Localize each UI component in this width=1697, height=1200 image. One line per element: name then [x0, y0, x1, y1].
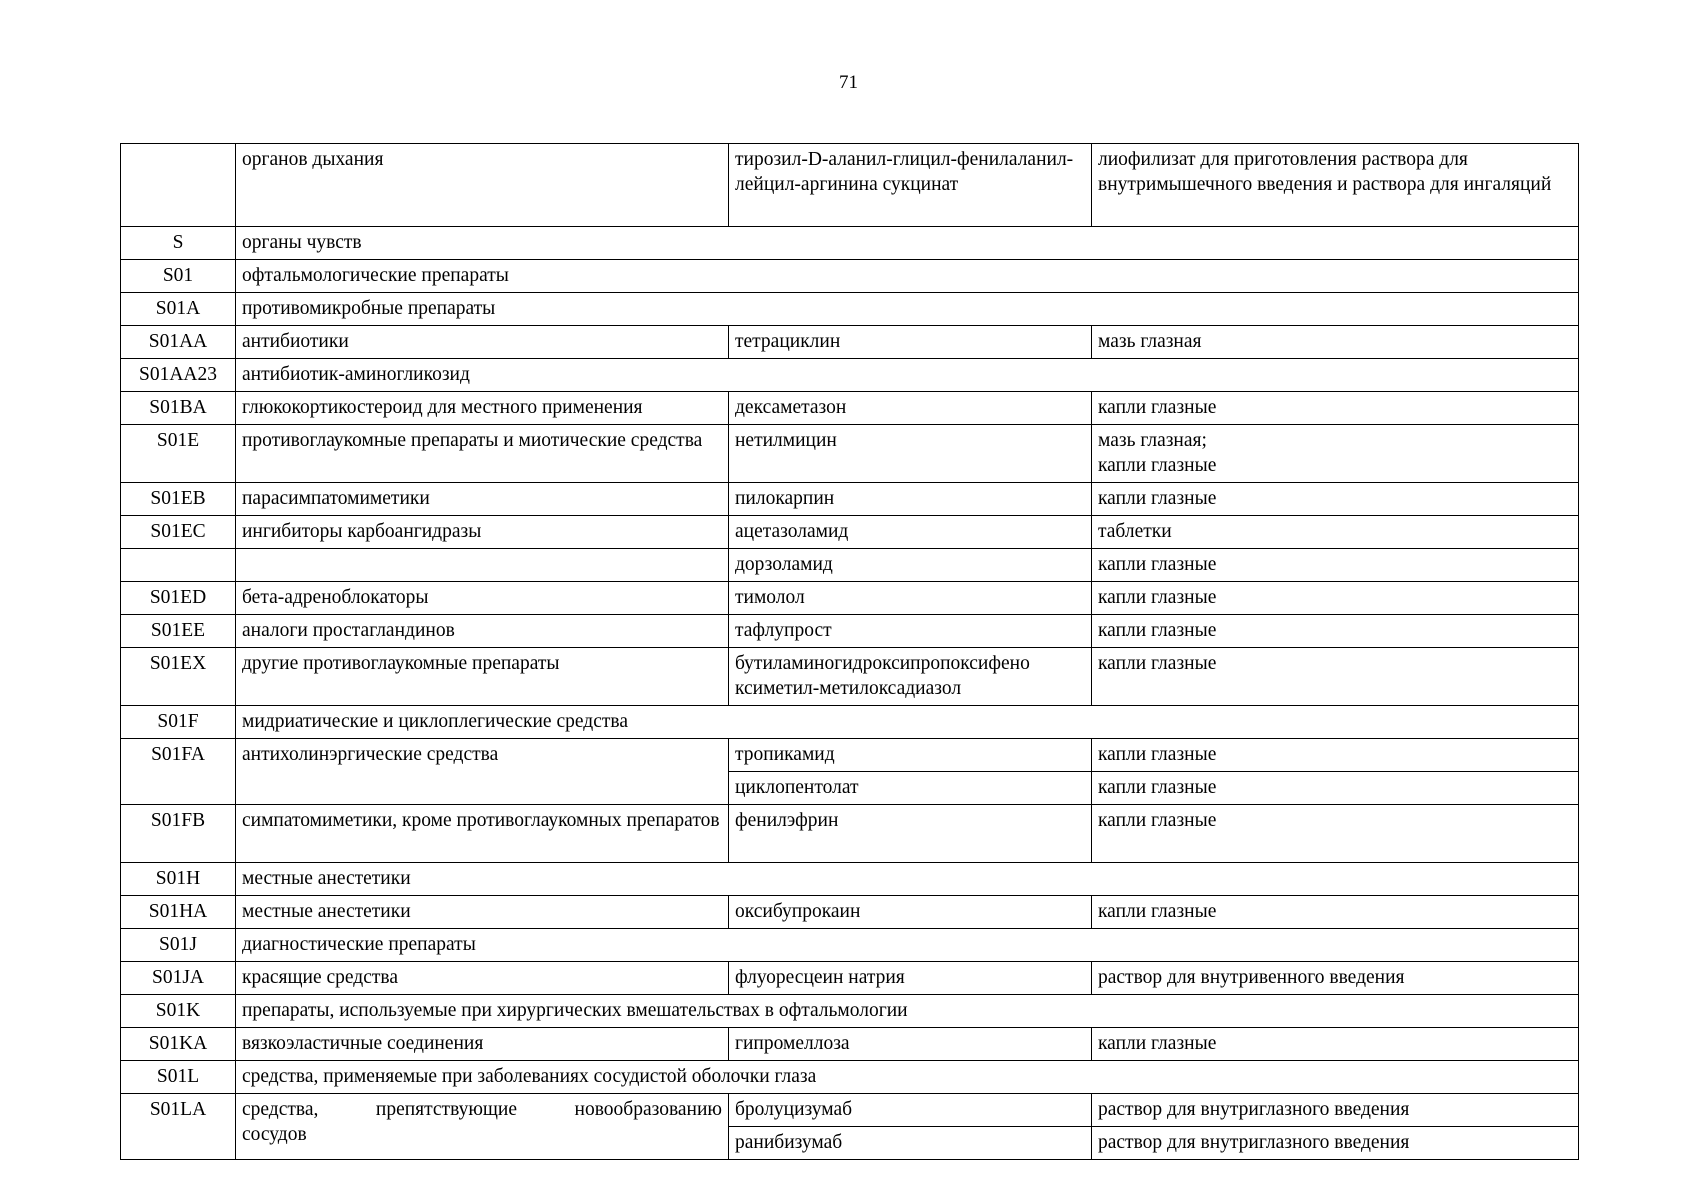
atc-code-cell: S01E [121, 425, 236, 483]
form-cell: раствор для внутриглазного введения [1092, 1127, 1579, 1160]
form-cell: таблетки [1092, 516, 1579, 549]
drug-cell: фенилэфрин [729, 805, 1092, 863]
atc-code-cell: S01JA [121, 962, 236, 995]
drug-cell: пилокарпин [729, 483, 1092, 516]
form-cell: капли глазные [1092, 582, 1579, 615]
atc-code-cell: S01LA [121, 1094, 236, 1160]
group-cell: местные анестетики [236, 896, 729, 929]
table-row [121, 615, 1579, 648]
atc-code-cell: S01HA [121, 896, 236, 929]
atc-code-cell: S01FA [121, 739, 236, 805]
atc-code-cell: S01L [121, 1061, 236, 1094]
group-cell: антибиотики [236, 326, 729, 359]
table-row [121, 144, 1579, 227]
form-cell: капли глазные [1092, 805, 1579, 863]
table-row [121, 648, 1579, 706]
drug-table [120, 143, 1579, 1160]
form-cell [1092, 425, 1579, 483]
atc-code-cell: S01BA [121, 392, 236, 425]
group-cell: антибиотик-аминогликозид [236, 359, 1579, 392]
table-row [121, 962, 1579, 995]
atc-code-cell: S01K [121, 995, 236, 1028]
atc-code-cell: S01EC [121, 516, 236, 549]
group-cell: препараты, используемые при хирургических вмешательствах в офтальмологии [236, 995, 1579, 1028]
form-cell: капли глазные [1092, 549, 1579, 582]
group-cell: другие противоглаукомные препараты [236, 648, 729, 706]
group-cell [236, 549, 729, 582]
table-row [121, 326, 1579, 359]
drug-cell: тропикамид [729, 739, 1092, 772]
group-line: сосудов [242, 1124, 307, 1145]
table-row [121, 227, 1579, 260]
form-cell: капли глазные [1092, 772, 1579, 805]
group-cell: органы чувств [236, 227, 1579, 260]
group-cell: органов дыхания [236, 144, 729, 227]
atc-code-cell: S01AA [121, 326, 236, 359]
drug-cell [729, 648, 1092, 706]
table-row [121, 805, 1579, 863]
atc-code-cell: S01FB [121, 805, 236, 863]
table-row [121, 582, 1579, 615]
drug-cell: гипромеллоза [729, 1028, 1092, 1061]
form-cell: капли глазные [1092, 392, 1579, 425]
drug-cell: тетрациклин [729, 326, 1092, 359]
table-row [121, 896, 1579, 929]
atc-code-cell: S01ED [121, 582, 236, 615]
form-cell: капли глазные [1092, 483, 1579, 516]
table-row [121, 549, 1579, 582]
drug-line: бутиламиногидроксипропоксифено [735, 653, 1030, 674]
atc-code-cell: S01 [121, 260, 236, 293]
group-cell [236, 1094, 729, 1160]
form-cell: капли глазные [1092, 1028, 1579, 1061]
table-row [121, 359, 1579, 392]
table-row [121, 706, 1579, 739]
group-cell: мидриатические и циклоплегические средства [236, 706, 1579, 739]
form-cell: капли глазные [1092, 648, 1579, 706]
drug-cell: ранибизумаб [729, 1127, 1092, 1160]
table-row [121, 516, 1579, 549]
group-cell: вязкоэластичные соединения [236, 1028, 729, 1061]
drug-cell: нетилмицин [729, 425, 1092, 483]
drug-cell: флуоресцеин натрия [729, 962, 1092, 995]
atc-code-cell: S01F [121, 706, 236, 739]
table-row [121, 425, 1579, 483]
table-row [121, 293, 1579, 326]
form-line: капли глазные [1098, 455, 1217, 476]
group-cell: офтальмологические препараты [236, 260, 1579, 293]
atc-code-cell: S01EB [121, 483, 236, 516]
form-cell: лиофилизат для приготовления раствора для внутримышечного введения и раствора для ингаляций [1092, 144, 1579, 227]
form-cell: капли глазные [1092, 615, 1579, 648]
drug-cell: дорзоламид [729, 549, 1092, 582]
drug-cell: циклопентолат [729, 772, 1092, 805]
group-cell: антихолинэргические средства [236, 739, 729, 805]
group-cell: аналоги простагландинов [236, 615, 729, 648]
table-row [121, 1094, 1579, 1127]
atc-code-cell: S01EX [121, 648, 236, 706]
form-cell: раствор для внутривенного введения [1092, 962, 1579, 995]
group-cell: парасимпатомиметики [236, 483, 729, 516]
drug-cell: тафлупрост [729, 615, 1092, 648]
group-cell: бета-адреноблокаторы [236, 582, 729, 615]
group-cell: противомикробные препараты [236, 293, 1579, 326]
atc-code-cell [121, 549, 236, 582]
table-row [121, 483, 1579, 516]
atc-code-cell: S01AA23 [121, 359, 236, 392]
atc-code-cell: S01A [121, 293, 236, 326]
table-row [121, 739, 1579, 772]
table-row [121, 392, 1579, 425]
atc-code-cell: S01EE [121, 615, 236, 648]
table-row [121, 929, 1579, 962]
table-row [121, 995, 1579, 1028]
form-cell: капли глазные [1092, 896, 1579, 929]
table-row [121, 863, 1579, 896]
form-cell: раствор для внутриглазного введения [1092, 1094, 1579, 1127]
form-line: мазь глазная; [1098, 430, 1207, 451]
page-number: 71 [839, 72, 858, 93]
table-row [121, 260, 1579, 293]
atc-code-cell [121, 144, 236, 227]
form-cell: капли глазные [1092, 739, 1579, 772]
atc-code-cell: S [121, 227, 236, 260]
drug-cell: оксибупрокаин [729, 896, 1092, 929]
table-row [121, 1028, 1579, 1061]
group-cell: симпатомиметики, кроме противоглаукомных препаратов [236, 805, 729, 863]
atc-code-cell: S01J [121, 929, 236, 962]
group-cell: глюкокортикостероид для местного применения [236, 392, 729, 425]
drug-cell: ацетазоламид [729, 516, 1092, 549]
group-cell: диагностические препараты [236, 929, 1579, 962]
form-cell: мазь глазная [1092, 326, 1579, 359]
drug-cell: тимолол [729, 582, 1092, 615]
drug-line: ксиметил-метилоксадиазол [735, 678, 962, 699]
atc-code-cell: S01H [121, 863, 236, 896]
group-cell: местные анестетики [236, 863, 1579, 896]
group-cell: средства, применяемые при заболеваниях сосудистой оболочки глаза [236, 1061, 1579, 1094]
group-cell: ингибиторы карбоангидразы [236, 516, 729, 549]
group-cell: красящие средства [236, 962, 729, 995]
atc-code-cell: S01KA [121, 1028, 236, 1061]
drug-cell: дексаметазон [729, 392, 1092, 425]
group-line: средства, препятствующие новообразованию [242, 1099, 722, 1120]
drug-cell: бролуцизумаб [729, 1094, 1092, 1127]
drug-cell: тирозил-D-аланил-глицил-фенилаланил-лейцил-аргинина сукцинат [729, 144, 1092, 227]
table-row [121, 1061, 1579, 1094]
group-cell: противоглаукомные препараты и миотические средства [236, 425, 729, 483]
